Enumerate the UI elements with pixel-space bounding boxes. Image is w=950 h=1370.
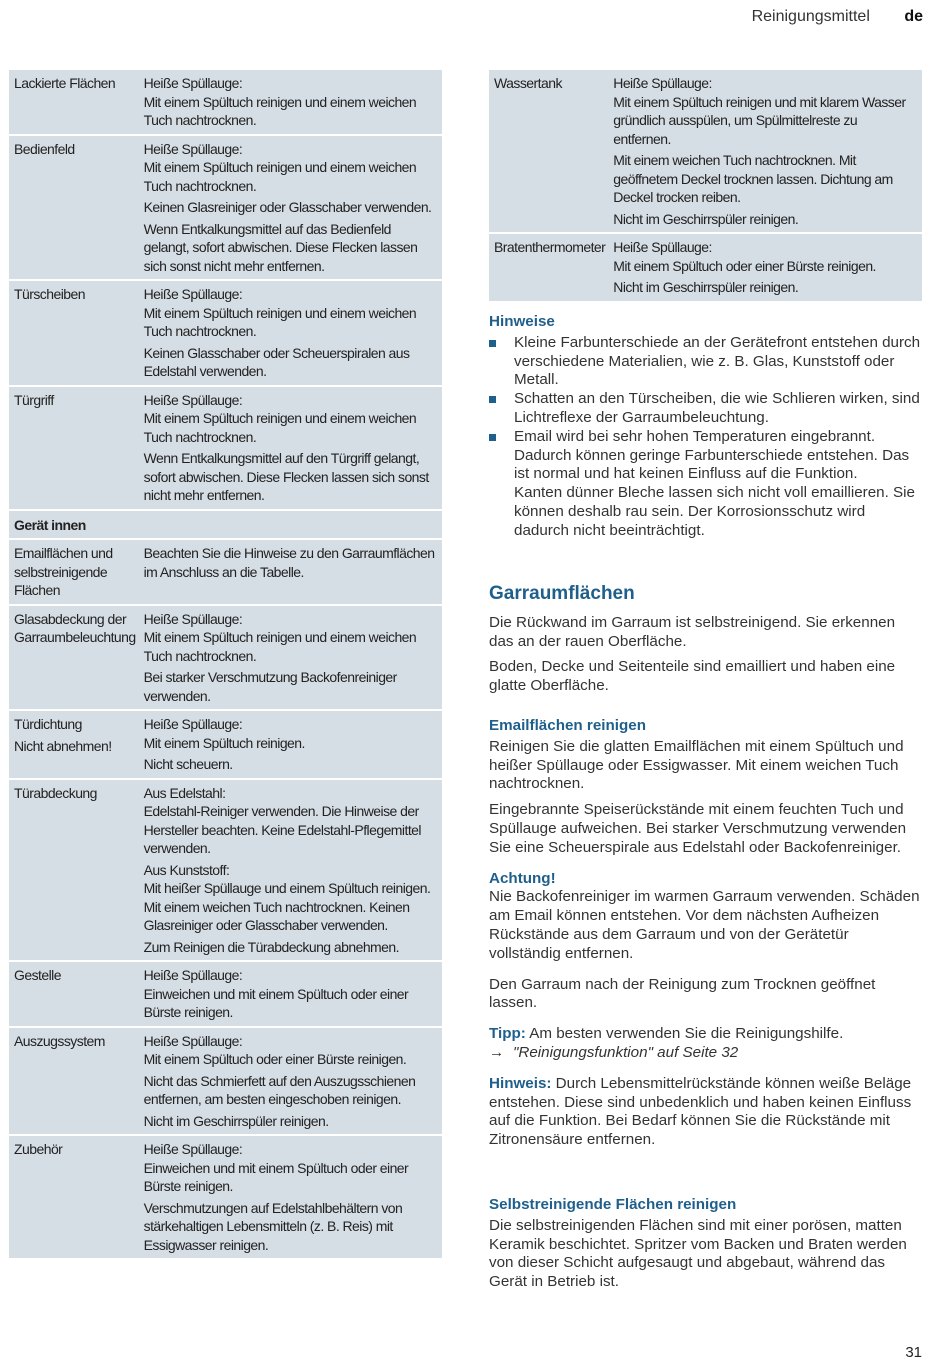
- instruction-cell: [140, 281, 442, 385]
- table-row: [9, 962, 442, 1026]
- instruction-text: Keinen Glasschaber oder Scheuerspiralen aus Edelstahl verwenden.: [143, 344, 410, 379]
- hint-text: Durch Lebensmittelrückstände können weiße Beläge entstehen. Diese sind unbedenklich und haben keinen Einfluss auf die Funktion. Bei Bedarf können Sie die Rückstände mit Zitronensäure entfernen.: [489, 1074, 912, 1149]
- instruction-text: Heiße Spüllauge: Mit einem Spültuch oder einer Bürste reinigen.: [613, 239, 876, 274]
- area-label: Bedienfeld: [14, 140, 75, 157]
- instruction-cell: [140, 387, 442, 509]
- table-row: [9, 1028, 442, 1135]
- area-cell: [9, 1028, 140, 1135]
- area-cell: [489, 234, 609, 301]
- notes-section: [489, 313, 921, 561]
- section-title: Reinigungsmittel: [751, 8, 870, 25]
- area-label: Lackierte Flächen: [14, 75, 116, 91]
- table-row: [9, 1136, 442, 1258]
- table-row: [9, 540, 442, 604]
- instruction-text: Keinen Glasreiniger oder Glasschaber verwenden.: [143, 199, 432, 215]
- page-header: [752, 8, 923, 26]
- instruction-text: Heiße Spüllauge: Einweichen und mit einem Spültuch oder einer Bürste reinigen.: [143, 967, 409, 1020]
- area-label: Bratenthermometer: [494, 239, 606, 255]
- note-text: Kleine Farbunterschiede an der Gerätefront entstehen durch verschiedene Materialien, wie z. B. Glas, Kunststoff oder Metall.: [514, 333, 921, 389]
- table-row: [9, 281, 442, 385]
- area-cell: [9, 70, 140, 134]
- instruction-cell: [140, 70, 442, 134]
- instruction-cell: [609, 234, 922, 301]
- note-text: Email wird bei sehr hohen Temperaturen eingebrannt. Dadurch können geringe Farbunterschiede entstehen. Das ist normal und hat keinen Einfluss auf die Funktion. Kanten dünner Bleche lassen sich nicht voll emaillieren. Sie können deshalb rau sein. Der Korrosionsschutz wird dadurch nicht beeinträchtigt.: [514, 427, 916, 539]
- table-row: [9, 780, 442, 961]
- instruction-text: Mit einem weichen Tuch nachtrocknen. Mit geöffnetem Deckel trocknen lassen. Dichtung am Deckel trocken reiben.: [613, 152, 893, 205]
- tip-text: Am besten verwenden Sie die Reinigungshilfe.: [525, 1025, 844, 1043]
- instruction-text: Bei starker Verschmutzung Backofenreiniger verwenden.: [143, 669, 397, 704]
- area-label: Glasabdeckung der Garraumbeleuchtung: [14, 610, 136, 645]
- cleaning-table-left: [9, 68, 442, 1260]
- area-cell: [489, 70, 609, 232]
- area-label: Emailflächen und selbstreinigende Flächen: [14, 545, 113, 598]
- area-label: Türscheiben: [14, 286, 85, 302]
- table-row: [9, 606, 442, 710]
- email-paragraph-3: Den Garraum nach der Reinigung zum Trocknen geöffnet lassen.: [489, 975, 876, 1012]
- hint-paragraph: [489, 1075, 921, 1150]
- bullet-square-icon: [489, 434, 496, 441]
- instruction-cell: [140, 540, 442, 604]
- table-section-row: [9, 511, 442, 539]
- tip-line: [489, 1025, 921, 1044]
- instruction-text: Zum Reinigen die Türabdeckung abnehmen.: [143, 938, 399, 955]
- arrow-right-icon: →: [489, 1043, 505, 1061]
- table-row: [9, 70, 442, 134]
- instruction-cell: [140, 711, 442, 778]
- instruction-text: Verschmutzungen auf Edelstahlbehältern von stärkehaltigen Lebensmitteln (z. B. Reis) mit Essigwasser reinigen.: [143, 1199, 403, 1253]
- table-row: [9, 387, 442, 509]
- instruction-text: Nicht im Geschirrspüler reinigen.: [143, 1112, 329, 1129]
- instruction-text: Heiße Spüllauge: Mit einem Spültuch reinigen und einem weichen Tuch nachtrocknen.: [143, 140, 417, 194]
- instruction-text: Nicht im Geschirrspüler reinigen.: [613, 279, 799, 295]
- section-heading: Gerät innen: [9, 511, 442, 539]
- selbst-paragraph: Die selbstreinigenden Flächen sind mit einer porösen, matten Keramik beschichtet. Spritzer vom Backen und Braten werden von dieser Schicht aufgesaugt und abgebaut, während das Gerät in Betrieb ist.: [489, 1216, 907, 1291]
- note-item: [489, 334, 921, 390]
- area-label: Gestelle: [14, 967, 61, 983]
- instruction-text: Heiße Spüllauge: Mit einem Spültuch reinigen und mit klarem Wasser gründlich ausspülen, um Spülmittelreste zu entfernen.: [613, 75, 906, 147]
- bullet-square-icon: [489, 340, 496, 347]
- instruction-cell: [140, 962, 442, 1026]
- garraum-section: [489, 585, 921, 703]
- caution-text: Nie Backofenreiniger im warmen Garraum verwenden. Schäden am Email können entstehen. Vor dem nächsten Aufheizen Rückstände aus dem Garraum und von der Gerätetür vollständig entfernen.: [489, 888, 920, 962]
- instruction-text: Heiße Spüllauge: Mit einem Spültuch reinigen und einem weichen Tuch nachtrocknen.: [143, 75, 417, 128]
- area-label: Zubehör: [14, 1141, 63, 1157]
- note-item: [489, 428, 921, 541]
- instruction-text: Nicht scheuern.: [143, 756, 233, 772]
- notes-heading: Hinweise: [489, 313, 555, 330]
- caution-label: Achtung!: [489, 869, 556, 887]
- instruction-text: Wenn Entkalkungsmittel auf den Türgriff gelangt, sofort abwischen. Diese Flecken lassen sich sonst nicht mehr entfernen.: [143, 450, 429, 503]
- bullet-square-icon: [489, 396, 496, 403]
- email-paragraph-2: Eingebrannte Speiserückstände mit einem feuchten Tuch und Spüllauge aufweichen. Bei starker Verschmutzung verwenden Sie eine Scheuerspirale aus Edelstahl oder Backofenreiniger.: [489, 801, 907, 856]
- note-item: [489, 390, 921, 428]
- area-label: Türabdeckung: [14, 784, 97, 801]
- area-label: Auszugssystem: [14, 1032, 105, 1049]
- area-cell: [9, 711, 140, 778]
- area-cell: [9, 606, 140, 710]
- page-number: 31: [905, 1344, 922, 1361]
- area-label: Nicht abnehmen!: [14, 737, 112, 754]
- area-cell: [9, 1136, 140, 1258]
- area-cell: [9, 962, 140, 1026]
- email-paragraph-1: Reinigen Sie die glatten Emailflächen mit einem Spültuch und heißer Spüllauge oder Essigwasser. Mit einem weichen Tuch nachtrocknen.: [489, 737, 904, 793]
- note-text: Schatten an den Türscheiben, die wie Schlieren wirken, sind Lichtreflexe der Garraumbeleuchtung.: [514, 390, 920, 426]
- garraum-heading: Garraumflächen: [489, 583, 635, 604]
- instruction-text: Heiße Spüllauge: Mit einem Spültuch reinigen und einem weichen Tuch nachtrocknen.: [143, 286, 417, 339]
- email-heading: Emailflächen reinigen: [489, 717, 646, 734]
- instruction-text: Heiße Spüllauge: Mit einem Spültuch reinigen und einem weichen Tuch nachtrocknen.: [143, 391, 417, 445]
- area-label: Türdichtung: [14, 716, 82, 732]
- table-row: [9, 711, 442, 778]
- instruction-text: Nicht das Schmierfett auf den Auszugsschienen entfernen, am besten eingeschoben reinigen.: [143, 1072, 416, 1107]
- instruction-cell: [140, 780, 442, 961]
- tip-label: Tipp:: [489, 1025, 526, 1043]
- language-code: de: [904, 8, 923, 25]
- instruction-text: Beachten Sie die Hinweise zu den Garraumflächen im Anschluss an die Tabelle.: [143, 545, 435, 580]
- area-cell: [9, 136, 140, 280]
- email-section: [489, 717, 921, 1157]
- cleaning-table-right: [489, 68, 922, 303]
- instruction-cell: [140, 606, 442, 710]
- instruction-text: Aus Edelstahl: Edelstahl-Reiniger verwenden. Die Hinweise der Hersteller beachten. Keine Edelstahl-Pflegemittel verwenden.: [143, 784, 421, 856]
- area-cell: [9, 281, 140, 385]
- notes-list: [489, 334, 921, 541]
- instruction-cell: [140, 136, 442, 280]
- area-label: Wassertank: [494, 75, 562, 91]
- instruction-cell: [609, 70, 922, 232]
- table-row: [489, 234, 922, 301]
- instruction-cell: [140, 1028, 442, 1135]
- instruction-text: Wenn Entkalkungsmittel auf das Bedienfeld gelangt, sofort abwischen. Diese Flecken lassen sich sonst nicht mehr entfernen.: [143, 220, 418, 274]
- table-row: [9, 136, 442, 280]
- table-row: [489, 70, 922, 232]
- hint-label: Hinweis:: [489, 1074, 552, 1092]
- instruction-cell: [140, 1136, 442, 1258]
- instruction-text: Heiße Spüllauge: Mit einem Spültuch reinigen.: [143, 716, 305, 751]
- garraum-paragraph-1: Die Rückwand im Garraum ist selbstreinigend. Sie erkennen das an der rauen Oberfläche.: [489, 613, 896, 650]
- area-cell: [9, 387, 140, 509]
- instruction-text: Aus Kunststoff: Mit heißer Spüllauge und einem Spültuch reinigen. Mit einem weichen Tuch nachtrocknen. Keinen Glasreiniger oder Glasschaber verwenden.: [143, 861, 431, 933]
- instruction-text: Nicht im Geschirrspüler reinigen.: [613, 210, 799, 227]
- reference-text: "Reinigungsfunktion" auf Seite 32: [513, 1043, 739, 1061]
- garraum-paragraph-2: Boden, Decke und Seitenteile sind emailliert und haben eine glatte Oberfläche.: [489, 658, 896, 695]
- area-cell: [9, 780, 140, 961]
- page-reference[interactable]: [489, 1044, 921, 1063]
- instruction-text: Heiße Spüllauge: Einweichen und mit einem Spültuch oder einer Bürste reinigen.: [143, 1141, 409, 1194]
- instruction-text: Heiße Spüllauge: Mit einem Spültuch reinigen und einem weichen Tuch nachtrocknen.: [143, 610, 417, 664]
- instruction-text: Heiße Spüllauge: Mit einem Spültuch oder einer Bürste reinigen.: [143, 1032, 407, 1067]
- selbst-heading: Selbstreinigende Flächen reinigen: [489, 1196, 737, 1213]
- selbst-section: [489, 1196, 921, 1299]
- area-cell: [9, 540, 140, 604]
- area-label: Türgriff: [14, 391, 54, 408]
